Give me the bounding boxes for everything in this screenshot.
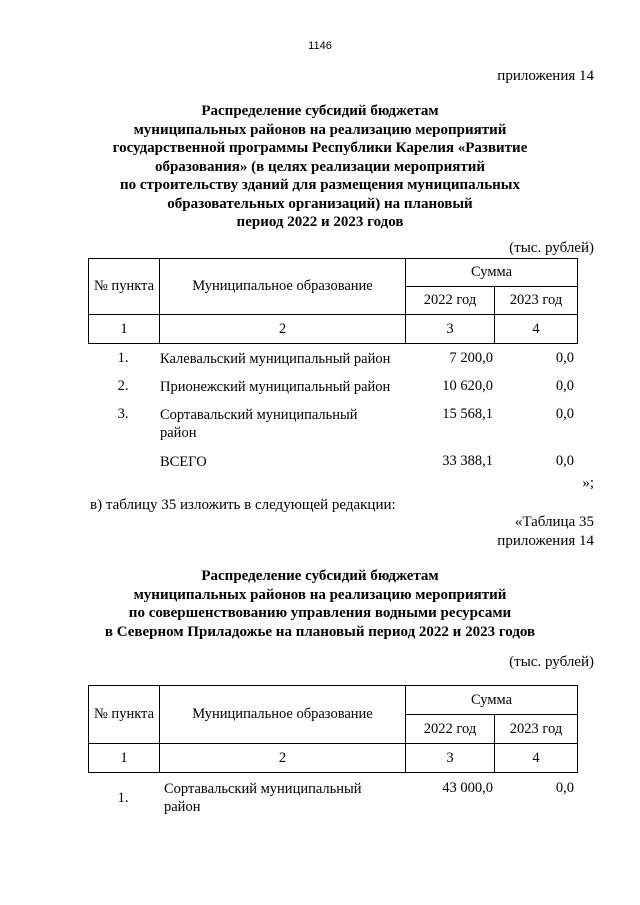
municipality-name: Сортавальский муниципальный район xyxy=(160,407,358,441)
instruction-paragraph: в) таблицу 35 изложить в следующей редакции: xyxy=(90,497,396,513)
title-line: Распределение субсидий бюджетам xyxy=(201,568,439,584)
appendix-ref: приложения 14 xyxy=(497,533,594,549)
total-label: ВСЕГО xyxy=(160,454,207,470)
col-index: 3 xyxy=(406,315,495,344)
col-index: 4 xyxy=(495,744,578,773)
col-num-header: № пункта xyxy=(89,259,160,315)
total-2023: 0,0 xyxy=(555,453,574,469)
value-2022: 43 000,0 xyxy=(442,780,493,796)
col-name-header: Муниципальное образование xyxy=(160,259,406,315)
table-header xyxy=(88,258,578,344)
col-2023-header: 2023 год xyxy=(495,715,578,744)
row-number: 2. xyxy=(117,378,129,394)
col-index: 2 xyxy=(160,744,406,773)
row-number: 1. xyxy=(117,350,129,366)
col-name-header: Муниципальное образование xyxy=(160,686,406,744)
value-2022: 10 620,0 xyxy=(442,378,493,394)
title-line: образования» (в целях реализации мероприятий xyxy=(154,158,486,175)
municipality-name: Калевальский муниципальный район xyxy=(160,351,391,367)
title-line: муниципальных районов на реализацию мероприятий xyxy=(133,121,507,138)
title-line: образовательных организаций) на плановый xyxy=(167,195,473,212)
table-header xyxy=(88,685,578,773)
units-label: (тыс. рублей) xyxy=(509,240,594,256)
col-num-header: № пункта xyxy=(89,686,160,744)
value-2023: 0,0 xyxy=(555,406,574,422)
col-2022-header: 2022 год xyxy=(406,715,495,744)
value-2022: 15 568,1 xyxy=(442,406,493,422)
value-2022: 7 200,0 xyxy=(449,350,493,366)
col-index: 2 xyxy=(160,315,406,344)
municipality-name: Прионежский муниципальный район xyxy=(160,379,391,395)
col-2022-header: 2022 год xyxy=(406,287,495,315)
col-index: 1 xyxy=(89,744,160,773)
table-ref: «Таблица 35 xyxy=(514,514,594,530)
municipality-name: Сортавальский муниципальный район xyxy=(164,781,362,815)
col-index: 1 xyxy=(89,315,160,344)
table-title xyxy=(60,567,580,641)
closing-quote: »; xyxy=(582,475,594,491)
value-2023: 0,0 xyxy=(555,780,574,796)
title-line: период 2022 и 2023 годов xyxy=(236,214,404,230)
col-index: 3 xyxy=(406,744,495,773)
col-sum-header: Сумма xyxy=(406,259,578,287)
value-2023: 0,0 xyxy=(555,350,574,366)
col-index: 4 xyxy=(495,315,578,344)
value-2023: 0,0 xyxy=(555,378,574,394)
units-label: (тыс. рублей) xyxy=(509,654,594,670)
row-number: 1. xyxy=(117,790,129,806)
title-line: в Северном Приладожье на плановый период 2022 и 2023 годов xyxy=(104,623,536,640)
title-line: по строительству зданий для размещения муниципальных xyxy=(120,177,520,193)
table-title xyxy=(60,102,580,232)
title-line: по совершенствованию управления водными ресурсами xyxy=(128,605,512,621)
row-number: 3. xyxy=(117,406,129,422)
title-line: муниципальных районов на реализацию мероприятий xyxy=(133,586,507,603)
page-number: 1146 xyxy=(308,40,332,52)
appendix-ref: приложения 14 xyxy=(497,68,594,84)
col-2023-header: 2023 год xyxy=(495,287,578,315)
total-2022: 33 388,1 xyxy=(442,453,493,469)
title-line: Распределение субсидий бюджетам xyxy=(201,103,439,119)
col-sum-header: Сумма xyxy=(406,686,578,715)
title-line: государственной программы Республики Карелия «Развитие xyxy=(112,140,528,156)
